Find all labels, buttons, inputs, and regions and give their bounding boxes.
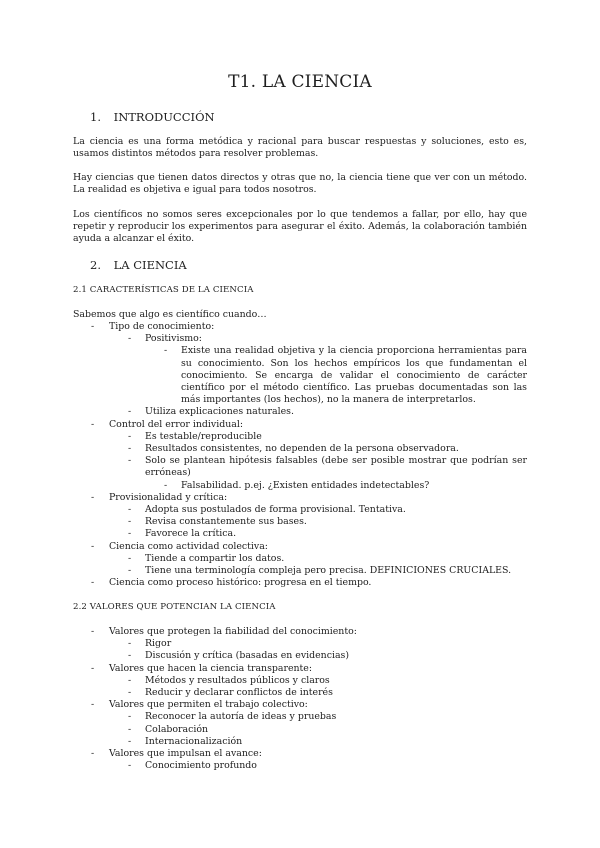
section-number: 2. <box>90 258 101 272</box>
dash-bullet: - <box>128 333 132 345</box>
list-item <box>73 528 527 540</box>
list-item <box>73 431 527 443</box>
list-item <box>73 687 527 699</box>
list-item <box>73 333 527 345</box>
list-item-text: Tipo de conocimiento: <box>109 321 215 332</box>
list-item <box>73 638 527 650</box>
list-item-text: Conocimiento profundo <box>145 760 257 772</box>
list-item-text: Falsabilidad. p.ej. ¿Existen entidades indetectables? <box>181 479 430 491</box>
dash-bullet: - <box>128 687 132 699</box>
section-title: INTRODUCCIÓN <box>113 110 215 124</box>
list-item <box>73 675 527 687</box>
dash-bullet: - <box>128 430 132 442</box>
section-title: LA CIENCIA <box>113 258 187 272</box>
intro-line: Sabemos que algo es científico cuando… <box>73 309 267 320</box>
dash-bullet: - <box>128 455 132 467</box>
list-item-text: Valores que protegen la fiabilidad del conocimiento: <box>109 626 357 637</box>
dash-bullet: - <box>164 479 168 491</box>
dash-bullet: - <box>91 748 95 760</box>
list-item <box>73 748 527 760</box>
list-item <box>73 553 527 565</box>
list-item <box>73 504 527 516</box>
paragraph: La ciencia es una forma metódica y racional para buscar respuestas y soluciones, esto es, usamos distintos métodos para resolver problemas. <box>73 136 527 160</box>
dash-bullet: - <box>91 418 95 430</box>
section-number: 1. <box>90 110 101 124</box>
list-item-text: Resultados consistentes, no dependen de la persona observadora. <box>145 443 459 455</box>
dash-bullet: - <box>128 552 132 564</box>
dash-bullet: - <box>164 345 168 357</box>
list-item-text: Revisa constantemente sus bases. <box>145 516 307 528</box>
list-item-text: Rigor <box>145 638 172 650</box>
list-item-text: Control del error individual: <box>109 418 243 430</box>
list-item <box>73 516 527 528</box>
list-item-text: Ciencia como proceso histórico: progresa en el tiempo. <box>109 577 372 589</box>
dash-bullet: - <box>91 662 95 674</box>
dash-bullet: - <box>128 760 132 772</box>
dash-bullet: - <box>128 504 132 516</box>
list-item-text: Adopta sus postulados de forma provisional. Tentativa. <box>145 504 406 516</box>
list-item <box>73 480 527 492</box>
list-item-text: Internacionalización <box>145 735 243 747</box>
list-item <box>73 345 527 406</box>
list-item-text: Solo se plantean hipótesis falsables (debe ser posible mostrar que podrían ser erróneas) <box>145 455 527 479</box>
dash-bullet: - <box>91 626 95 637</box>
dash-bullet: - <box>128 735 132 747</box>
dash-bullet: - <box>91 577 95 589</box>
values-list <box>73 626 527 772</box>
section-heading-la-ciencia <box>90 258 187 272</box>
dash-bullet: - <box>128 565 132 577</box>
list-item <box>73 565 527 577</box>
section-heading-introduccion <box>90 110 215 124</box>
dash-bullet: - <box>128 638 132 650</box>
dash-bullet: - <box>91 491 95 503</box>
dash-bullet: - <box>128 674 132 686</box>
list-item <box>73 577 527 589</box>
dash-bullet: - <box>128 516 132 528</box>
list-item-text: Ciencia como actividad colectiva: <box>109 540 268 552</box>
list-item <box>73 443 527 455</box>
dash-bullet: - <box>128 650 132 662</box>
dash-bullet: - <box>91 321 95 332</box>
paragraph: Los científicos no somos seres excepcionales por lo que tendemos a fallar, por ello, hay que repetir y reproducir los experimentos para asegurar el éxito. Además, la colaboración también ayuda a alcanzar el éxito. <box>73 209 527 245</box>
dash-bullet: - <box>91 540 95 552</box>
list-item <box>73 711 527 723</box>
list-item-text: Reducir y declarar conflictos de interés <box>145 687 333 699</box>
list-item-text: Existe una realidad objetiva y la ciencia proporciona herramientas para su conocimiento. Son los hechos empíricos los que fundamentan el conocimiento. Se encarga de validar el conocimiento de carácter científico por el método científico. Las pruebas documentadas son las más importantes (los hechos), no la manera de interpretarlos. <box>181 345 527 406</box>
dash-bullet: - <box>128 528 132 540</box>
list-item <box>73 419 527 431</box>
document-title: T1. LA CIENCIA <box>228 72 372 92</box>
list-item <box>73 650 527 662</box>
subsection-heading-valores: 2.2 VALORES QUE POTENCIAN LA CIENCIA <box>73 602 276 612</box>
list-item <box>73 736 527 748</box>
list-item <box>73 663 527 675</box>
dash-bullet: - <box>128 406 132 418</box>
list-item-text: Utiliza explicaciones naturales. <box>145 406 294 418</box>
list-item-text: Valores que hacen la ciencia transparente: <box>109 662 313 674</box>
characteristics-list <box>73 321 527 589</box>
list-item <box>73 541 527 553</box>
dash-bullet: - <box>128 443 132 455</box>
list-item <box>73 760 527 772</box>
list-item-text: Valores que impulsan el avance: <box>109 748 262 760</box>
list-item <box>73 492 527 504</box>
list-item <box>73 406 527 418</box>
list-item-text: Provisionalidad y crítica: <box>109 491 228 503</box>
list-item-text: Positivismo: <box>145 333 202 345</box>
subsection-heading-caracteristicas: 2.1 CARACTERÍSTICAS DE LA CIENCIA <box>73 285 254 295</box>
list-item-text: Valores que permiten el trabajo colectivo: <box>109 699 308 711</box>
list-item-text: Reconocer la autoría de ideas y pruebas <box>145 711 337 723</box>
list-item-text: Es testable/reproducible <box>145 430 262 442</box>
list-item <box>73 699 527 711</box>
list-item <box>73 724 527 736</box>
list-item-text: Discusión y crítica (basadas en evidencias) <box>145 650 350 662</box>
list-item <box>73 321 527 333</box>
dash-bullet: - <box>128 711 132 723</box>
dash-bullet: - <box>128 723 132 735</box>
list-item-text: Colaboración <box>145 723 209 735</box>
list-item-text: Tiende a compartir los datos. <box>145 552 285 564</box>
paragraph: Hay ciencias que tienen datos directos y otras que no, la ciencia tiene que ver con un método. La realidad es objetiva e igual para todos nosotros. <box>73 172 527 196</box>
list-item <box>73 455 527 479</box>
list-item-text: Métodos y resultados públicos y claros <box>145 674 330 686</box>
list-item-text: Favorece la crítica. <box>145 528 237 540</box>
dash-bullet: - <box>91 699 95 711</box>
list-item-text: Tiene una terminología compleja pero precisa. DEFINICIONES CRUCIALES. <box>145 565 512 577</box>
list-item <box>73 626 527 638</box>
